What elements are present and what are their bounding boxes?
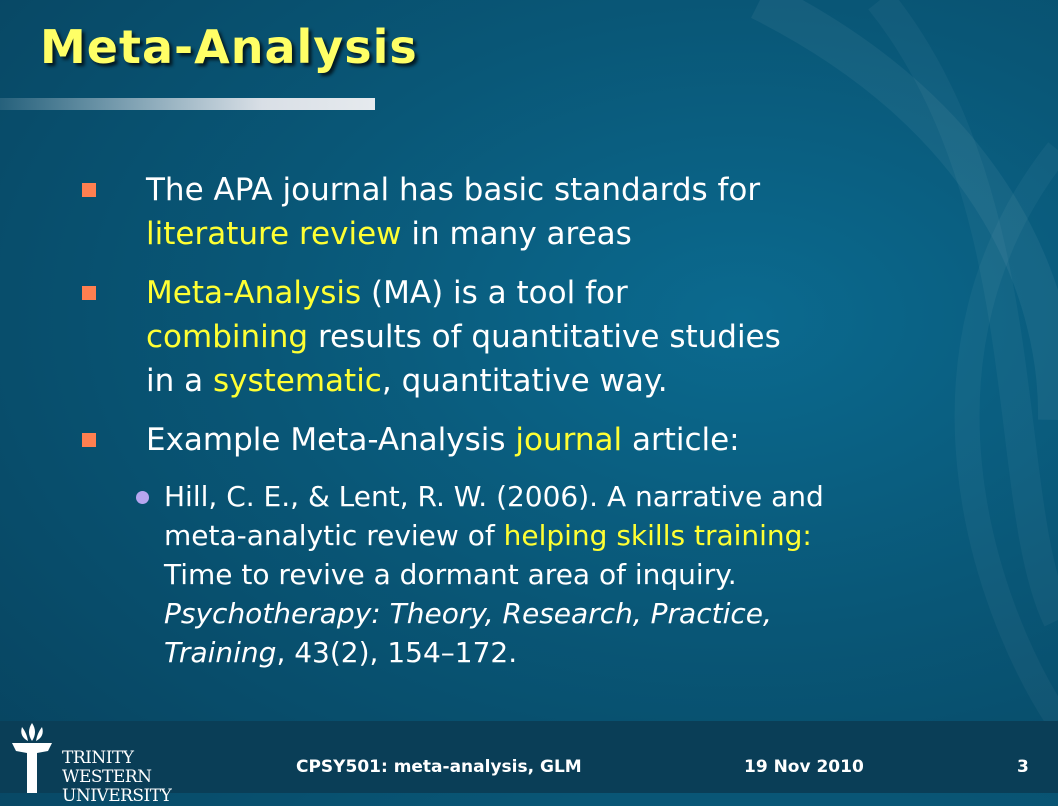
square-bullet-icon — [82, 433, 96, 447]
round-bullet-icon — [136, 491, 149, 504]
footer-date: 19 Nov 2010 — [744, 757, 864, 777]
sub-bullet-citation: Hill, C. E., & Lent, R. W. (2006). A narrative and meta-analytic review of helping skills training: Time to revive a dormant area of inquiry. Psychotherapy: Theory, Research, Practice, Training, 43(2), 154–172. — [164, 477, 978, 672]
slide-number: 3 — [1017, 757, 1029, 777]
square-bullet-icon — [82, 286, 96, 300]
footer-course: CPSY501: meta-analysis, GLM — [296, 757, 582, 777]
university-logo-icon — [4, 721, 60, 793]
slide-content — [78, 168, 978, 672]
university-logo-text: TRINITY WESTERN UNIVERSITY — [62, 748, 172, 806]
bullet-meta-analysis-definition: Meta-Analysis (MA) is a tool for combining results of quantitative studies in a systematic, quantitative way. — [78, 271, 978, 403]
square-bullet-icon — [82, 183, 96, 197]
bullet-apa-standards: The APA journal has basic standards for literature review in many areas — [78, 168, 978, 256]
bullet-example-article: Example Meta-Analysis journal article: — [78, 418, 978, 462]
slide-title: Meta-Analysis — [40, 20, 418, 74]
slide-footer — [0, 721, 1058, 806]
title-underline — [0, 98, 375, 110]
